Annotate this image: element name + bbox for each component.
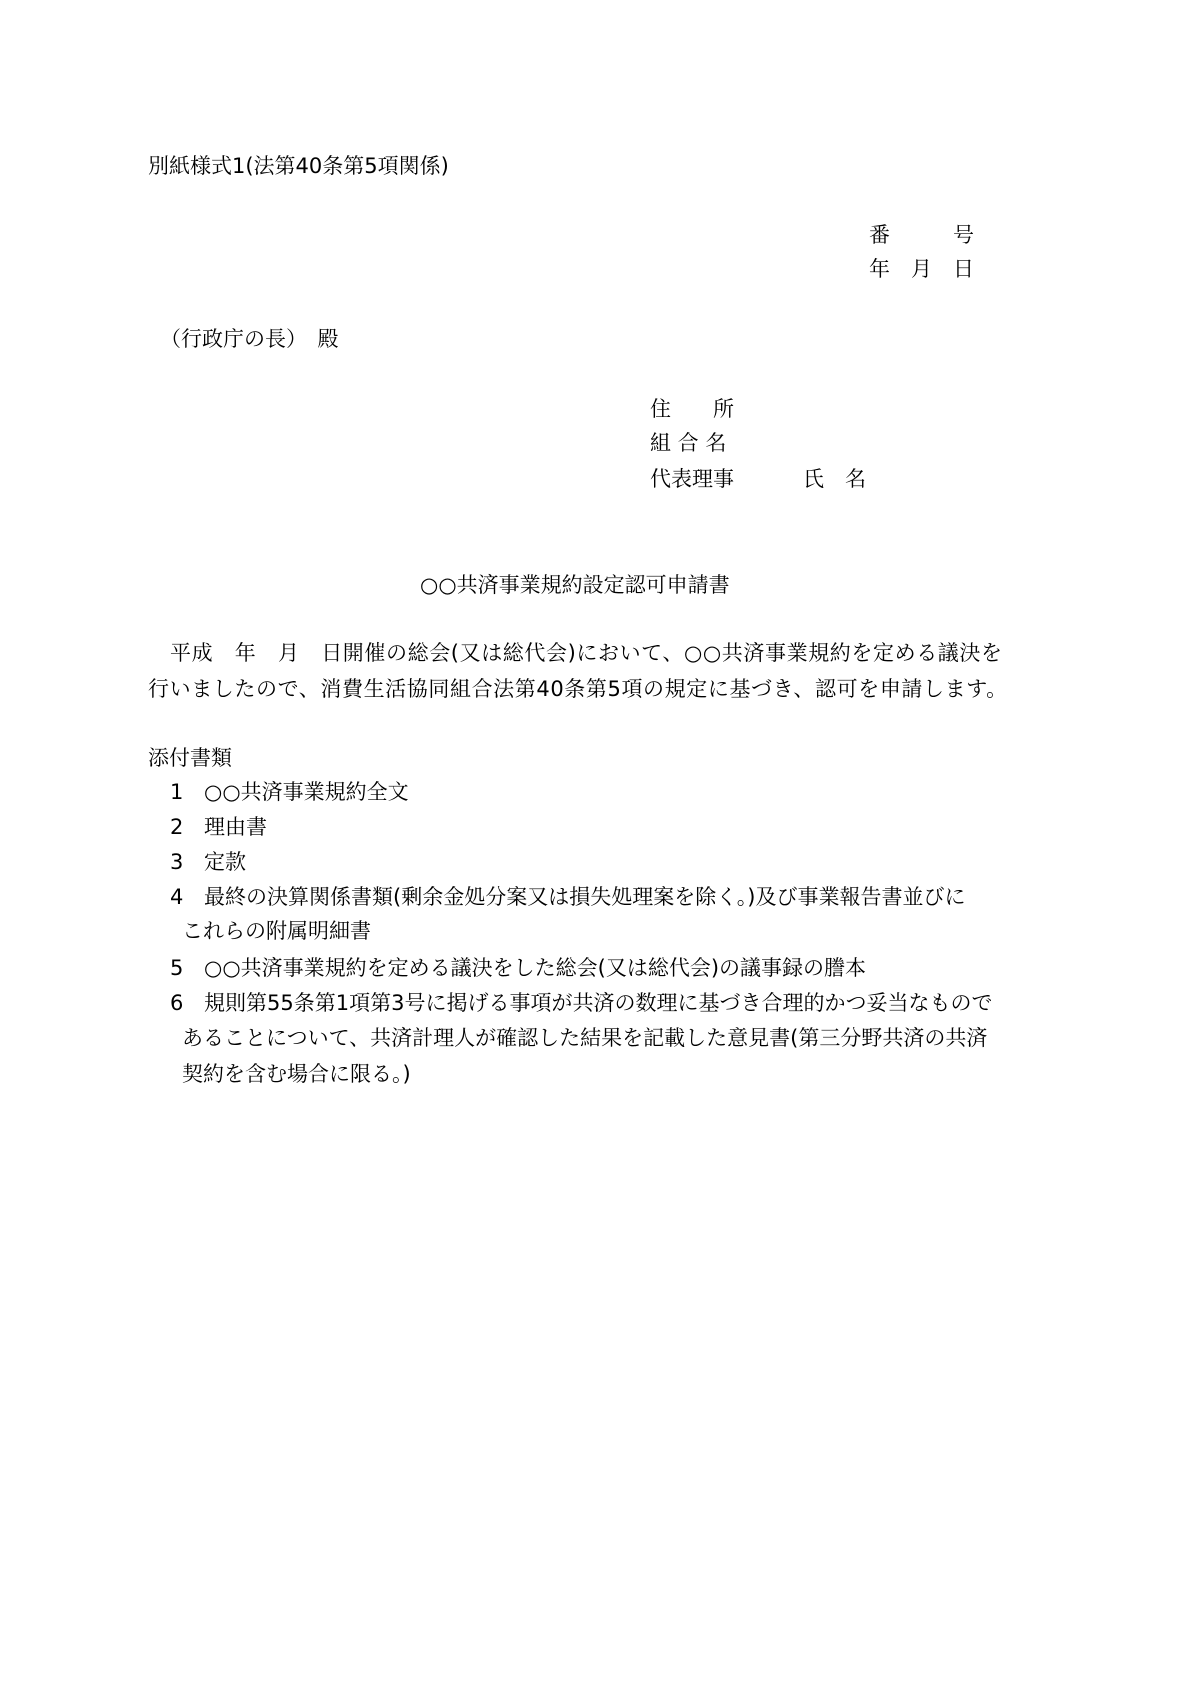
item-number: 4	[170, 885, 184, 909]
name-label: 氏 名	[803, 467, 866, 491]
item-number: 3	[170, 850, 184, 874]
item-number: 6	[170, 991, 184, 1015]
item-text: 最終の決算関係書類(剰余金処分案又は損失処理案を除く。)及び事業報告書並びに	[204, 885, 966, 909]
item-text-continued: これらの附属明細書	[182, 919, 371, 943]
attachments-heading: 添付書類	[148, 746, 232, 770]
document-date: 年 月 日	[869, 257, 974, 281]
item-text: 定款	[204, 850, 246, 874]
form-label: 別紙様式1(法第40条第5項関係)	[148, 154, 449, 178]
item-number: 2	[170, 815, 184, 839]
item-text-continued: 契約を含む場合に限る。)	[182, 1062, 411, 1086]
document-title: ○○共済事業規約設定認可申請書	[420, 573, 730, 597]
item-text: ○○共済事業規約全文	[204, 780, 409, 804]
addressee: （行政庁の長） 殿	[160, 327, 339, 351]
item-text: ○○共済事業規約を定める議決をした総会(又は総代会)の議事録の謄本	[204, 956, 867, 980]
representative-label: 代表理事	[650, 467, 734, 491]
address-label: 住 所	[650, 397, 734, 421]
item-text: 理由書	[204, 815, 267, 839]
item-number: 1	[170, 780, 184, 804]
item-text-continued: あることについて、共済計理人が確認した結果を記載した意見書(第三分野共済の共済	[182, 1026, 988, 1050]
body-line-1: 平成 年 月 日開催の総会(又は総代会)において、○○共済事業規約を定める議決を	[170, 641, 1003, 665]
item-number: 5	[170, 956, 184, 980]
union-name-label: 組 合 名	[650, 431, 727, 455]
item-text: 規則第55条第1項第3号に掲げる事項が共済の数理に基づき合理的かつ妥当なもので	[204, 991, 993, 1015]
body-line-2: 行いましたので、消費生活協同組合法第40条第5項の規定に基づき、認可を申請します。	[148, 677, 1008, 701]
document-number: 番 号	[869, 223, 974, 247]
